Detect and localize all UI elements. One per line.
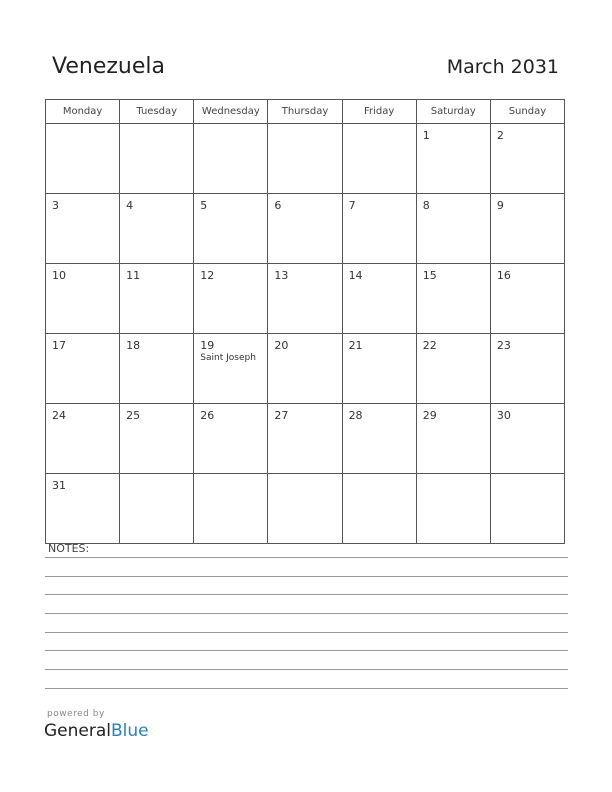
day-number: 11 bbox=[126, 269, 141, 282]
day-cell bbox=[490, 404, 564, 474]
weekday-header: Wednesday bbox=[194, 100, 268, 124]
day-cell bbox=[194, 334, 268, 404]
day-number: 18 bbox=[126, 339, 141, 352]
day-cell bbox=[416, 334, 490, 404]
day-cell bbox=[120, 264, 194, 334]
day-cell bbox=[490, 334, 564, 404]
weekday-header: Thursday bbox=[268, 100, 342, 124]
day-number: 28 bbox=[348, 409, 363, 422]
day-number: 26 bbox=[200, 409, 215, 422]
day-number: 4 bbox=[126, 199, 134, 212]
note-line bbox=[45, 632, 568, 633]
day-cell bbox=[120, 194, 194, 264]
day-number: 19 bbox=[200, 339, 215, 352]
weekday-header: Friday bbox=[342, 100, 416, 124]
day-cell bbox=[342, 404, 416, 474]
day-cell bbox=[120, 124, 194, 194]
week-row bbox=[46, 404, 565, 474]
day-number: 9 bbox=[496, 199, 504, 212]
day-cell bbox=[268, 474, 342, 544]
note-line bbox=[45, 576, 568, 577]
day-cell bbox=[342, 264, 416, 334]
day-cell bbox=[120, 474, 194, 544]
day-number: 8 bbox=[422, 199, 430, 212]
day-number: 25 bbox=[126, 409, 141, 422]
day-number: 23 bbox=[496, 339, 511, 352]
day-cell bbox=[416, 264, 490, 334]
week-row bbox=[46, 334, 565, 404]
note-line bbox=[45, 669, 568, 670]
day-cell bbox=[416, 194, 490, 264]
day-number: 15 bbox=[422, 269, 437, 282]
day-cell bbox=[342, 474, 416, 544]
day-cell bbox=[490, 124, 564, 194]
brand-general: General bbox=[44, 721, 111, 741]
weekday-header: Monday bbox=[46, 100, 120, 124]
day-number: 10 bbox=[52, 269, 66, 282]
note-line bbox=[45, 557, 568, 558]
day-number: 20 bbox=[274, 339, 289, 352]
day-number: 12 bbox=[200, 269, 215, 282]
weekday-header: Saturday bbox=[416, 100, 490, 124]
day-number: 14 bbox=[348, 269, 363, 282]
day-cell bbox=[416, 124, 490, 194]
month-title: March 2031 bbox=[446, 56, 559, 78]
country-title: Venezuela bbox=[52, 54, 165, 79]
note-line bbox=[45, 613, 568, 614]
day-cell bbox=[194, 474, 268, 544]
day-number: 30 bbox=[496, 409, 511, 422]
day-cell bbox=[46, 194, 120, 264]
day-number: 22 bbox=[422, 339, 437, 352]
day-cell bbox=[194, 194, 268, 264]
holiday-label: Saint Joseph bbox=[200, 353, 256, 363]
brand-blue: Blue bbox=[111, 721, 149, 741]
day-number: 17 bbox=[52, 339, 66, 352]
day-cell bbox=[342, 124, 416, 194]
day-cell bbox=[268, 264, 342, 334]
day-number: 21 bbox=[348, 339, 363, 352]
day-number: 29 bbox=[422, 409, 437, 422]
day-cell bbox=[268, 124, 342, 194]
day-number: 31 bbox=[52, 479, 66, 492]
day-cell bbox=[490, 194, 564, 264]
day-cell bbox=[342, 334, 416, 404]
week-row bbox=[46, 194, 565, 264]
day-number: 1 bbox=[422, 129, 430, 142]
day-cell bbox=[490, 474, 564, 544]
day-cell bbox=[194, 404, 268, 474]
day-number: 7 bbox=[348, 199, 356, 212]
week-row bbox=[46, 124, 565, 194]
day-cell bbox=[342, 194, 416, 264]
day-number: 5 bbox=[200, 199, 208, 212]
day-cell bbox=[46, 124, 120, 194]
day-number: 6 bbox=[274, 199, 282, 212]
weekday-header: Tuesday bbox=[120, 100, 194, 124]
day-cell bbox=[416, 404, 490, 474]
day-cell bbox=[268, 194, 342, 264]
note-line bbox=[45, 650, 568, 651]
day-cell bbox=[416, 474, 490, 544]
day-cell bbox=[194, 264, 268, 334]
day-cell bbox=[268, 334, 342, 404]
calendar-grid bbox=[45, 99, 565, 544]
day-cell bbox=[46, 264, 120, 334]
day-cell bbox=[46, 404, 120, 474]
day-number: 3 bbox=[52, 199, 59, 212]
day-cell bbox=[46, 334, 120, 404]
week-row bbox=[46, 264, 565, 334]
day-number: 27 bbox=[274, 409, 289, 422]
day-number: 2 bbox=[496, 129, 504, 142]
day-cell bbox=[194, 124, 268, 194]
day-cell bbox=[268, 404, 342, 474]
day-cell bbox=[46, 474, 120, 544]
day-cell bbox=[490, 264, 564, 334]
day-cell bbox=[120, 334, 194, 404]
weekday-header: Sunday bbox=[490, 100, 564, 124]
brand-logo[interactable] bbox=[44, 721, 149, 741]
day-number: 13 bbox=[274, 269, 289, 282]
powered-by-label: powered by bbox=[47, 709, 105, 719]
notes-label: NOTES: bbox=[48, 542, 90, 555]
weekday-header-row bbox=[46, 100, 565, 124]
note-line bbox=[45, 594, 568, 595]
day-number: 24 bbox=[52, 409, 66, 422]
note-line bbox=[45, 688, 568, 689]
day-number: 16 bbox=[496, 269, 511, 282]
week-row bbox=[46, 474, 565, 544]
day-cell bbox=[120, 404, 194, 474]
